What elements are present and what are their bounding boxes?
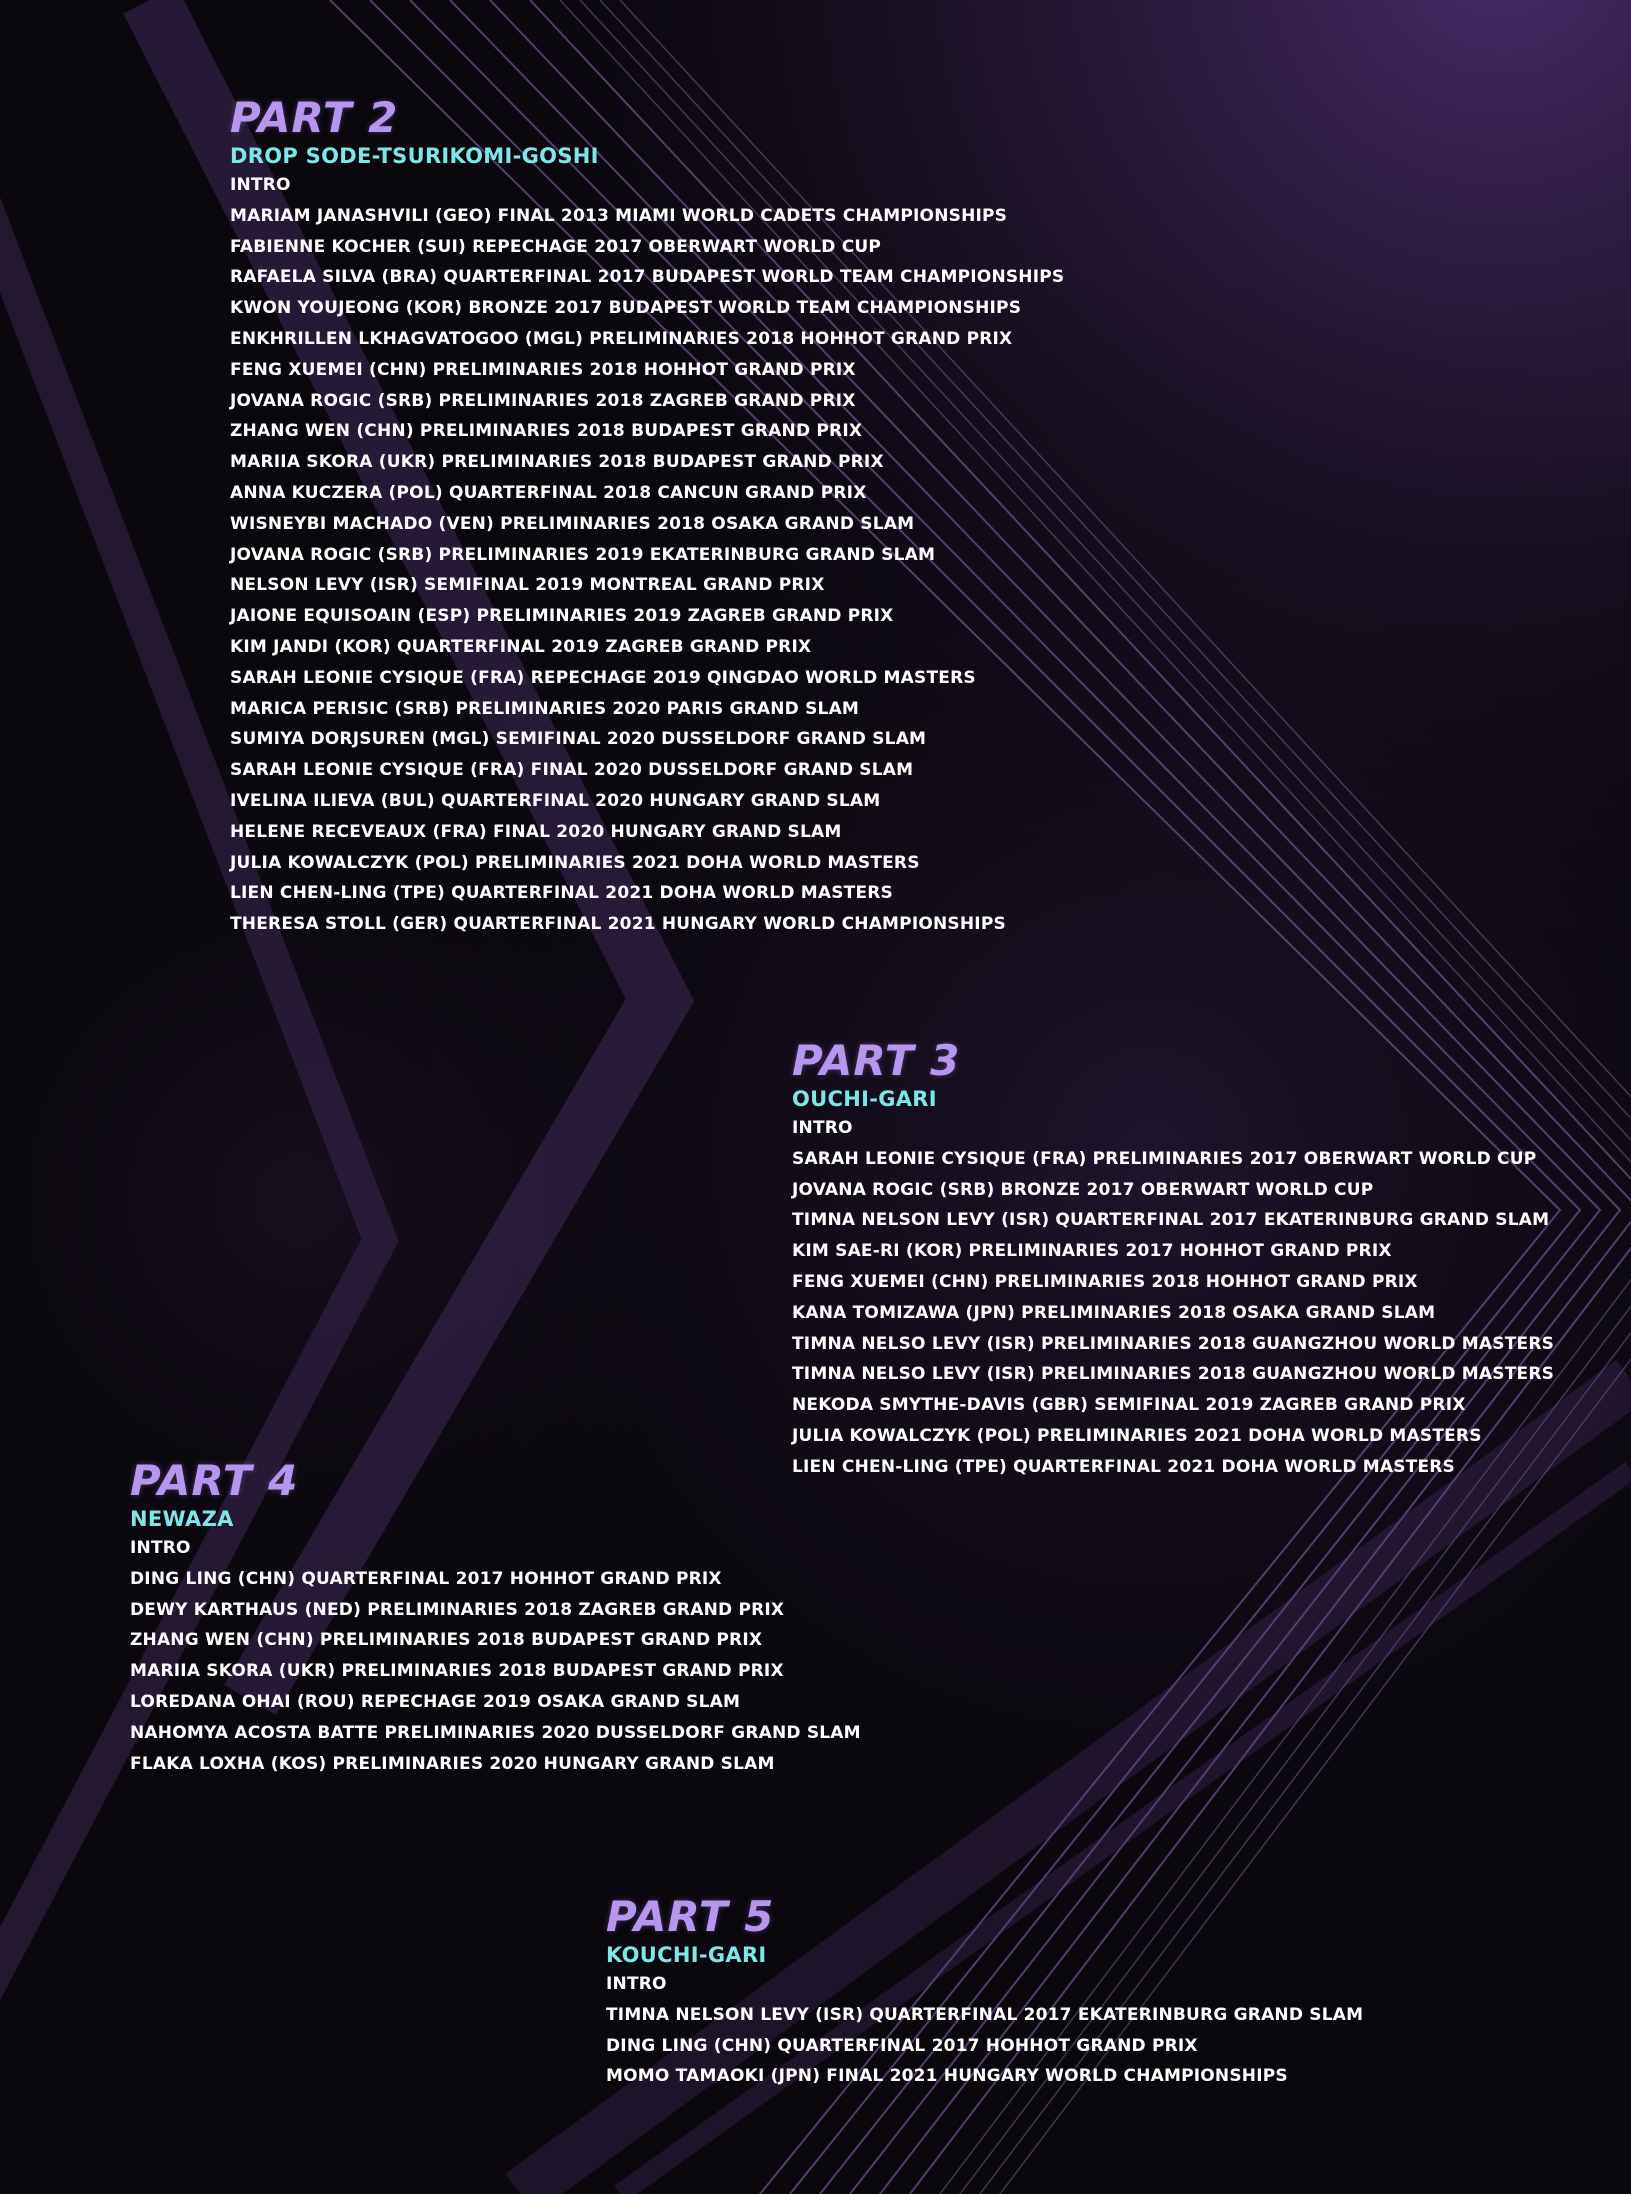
list-item: DEWY KARTHAUS (NED) PRELIMINARIES 2018 ZAGREB GRAND PRIX [130, 1599, 785, 1620]
list-item: KWON YOUJEONG (KOR) BRONZE 2017 BUDAPEST WORLD TEAM CHAMPIONSHIPS [230, 298, 1022, 319]
list-item: LIEN CHEN-LING (TPE) QUARTERFINAL 2021 DOHA WORLD MASTERS [230, 883, 894, 904]
list-item: SARAH LEONIE CYSIQUE (FRA) PRELIMINARIES 2017 OBERWART WORLD CUP [792, 1148, 1537, 1169]
list-item: INTRO [792, 1118, 853, 1138]
part-title: PART 5 [606, 1892, 775, 1941]
list-item: NAHOMYA ACOSTA BATTE PRELIMINARIES 2020 DUSSELDORF GRAND SLAM [130, 1722, 861, 1743]
list-item: JOVANA ROGIC (SRB) PRELIMINARIES 2018 ZAGREB GRAND PRIX [230, 390, 856, 411]
list-item: JOVANA ROGIC (SRB) BRONZE 2017 OBERWART WORLD CUP [792, 1179, 1374, 1200]
list-item: KANA TOMIZAWA (JPN) PRELIMINARIES 2018 OSAKA GRAND SLAM [792, 1302, 1436, 1323]
list-item: JAIONE EQUISOAIN (ESP) PRELIMINARIES 2019 ZAGREB GRAND PRIX [230, 606, 894, 627]
section-part-2 [230, 93, 1065, 940]
list-item: TIMNA NELSO LEVY (ISR) PRELIMINARIES 2018 GUANGZHOU WORLD MASTERS [792, 1364, 1555, 1385]
video-list [130, 1533, 861, 1779]
section-part-4 [130, 1456, 861, 1779]
list-item: INTRO [230, 175, 291, 195]
list-item: LOREDANA OHAI (ROU) REPECHAGE 2019 OSAKA GRAND SLAM [130, 1691, 741, 1712]
video-list [230, 170, 1064, 940]
list-item: NELSON LEVY (ISR) SEMIFINAL 2019 MONTREAL GRAND PRIX [230, 575, 825, 596]
section-part-5 [606, 1892, 1364, 2092]
list-item: KIM SAE-RI (KOR) PRELIMINARIES 2017 HOHHOT GRAND PRIX [792, 1241, 1392, 1262]
list-item: TIMNA NELSON LEVY (ISR) QUARTERFINAL 2017 EKATERINBURG GRAND SLAM [792, 1210, 1550, 1231]
technique-title: DROP SODE-TSURIKOMI-GOSHI [230, 144, 599, 168]
list-item: SUMIYA DORJSUREN (MGL) SEMIFINAL 2020 DUSSELDORF GRAND SLAM [230, 729, 927, 750]
list-item: THERESA STOLL (GER) QUARTERFINAL 2021 HUNGARY WORLD CHAMPIONSHIPS [230, 914, 1006, 935]
list-item: FABIENNE KOCHER (SUI) REPECHAGE 2017 OBERWART WORLD CUP [230, 236, 882, 257]
technique-title: OUCHI-GARI [792, 1087, 937, 1111]
list-item: SARAH LEONIE CYSIQUE (FRA) FINAL 2020 DUSSELDORF GRAND SLAM [230, 760, 914, 781]
list-item: ANNA KUCZERA (POL) QUARTERFINAL 2018 CANCUN GRAND PRIX [230, 482, 867, 503]
list-item: JULIA KOWALCZYK (POL) PRELIMINARIES 2021 DOHA WORLD MASTERS [792, 1425, 1482, 1446]
list-item: MARIIA SKORA (UKR) PRELIMINARIES 2018 BUDAPEST GRAND PRIX [230, 452, 884, 473]
list-item: DING LING (CHN) QUARTERFINAL 2017 HOHHOT GRAND PRIX [606, 2035, 1198, 2056]
list-item: JOVANA ROGIC (SRB) PRELIMINARIES 2019 EKATERINBURG GRAND SLAM [230, 544, 936, 565]
list-item: INTRO [130, 1538, 191, 1558]
part-title: PART 3 [792, 1036, 961, 1085]
list-item: FENG XUEMEI (CHN) PRELIMINARIES 2018 HOHHOT GRAND PRIX [792, 1271, 1418, 1292]
list-item: ZHANG WEN (CHN) PRELIMINARIES 2018 BUDAPEST GRAND PRIX [230, 421, 863, 442]
technique-title: KOUCHI-GARI [606, 1943, 767, 1967]
list-item: KIM JANDI (KOR) QUARTERFINAL 2019 ZAGREB GRAND PRIX [230, 636, 812, 657]
list-item: IVELINA ILIEVA (BUL) QUARTERFINAL 2020 HUNGARY GRAND SLAM [230, 790, 881, 811]
list-item: MARIIA SKORA (UKR) PRELIMINARIES 2018 BUDAPEST GRAND PRIX [130, 1661, 784, 1682]
part-title: PART 2 [230, 93, 399, 142]
section-part-3 [792, 1036, 1555, 1483]
list-item: ZHANG WEN (CHN) PRELIMINARIES 2018 BUDAPEST GRAND PRIX [130, 1630, 763, 1651]
list-item: INTRO [606, 1974, 667, 1994]
part-title: PART 4 [130, 1456, 299, 1505]
list-item: FENG XUEMEI (CHN) PRELIMINARIES 2018 HOHHOT GRAND PRIX [230, 359, 856, 380]
video-list [606, 1969, 1363, 2092]
list-item: TIMNA NELSO LEVY (ISR) PRELIMINARIES 2018 GUANGZHOU WORLD MASTERS [792, 1333, 1555, 1354]
video-list [792, 1113, 1554, 1483]
list-item: MARICA PERISIC (SRB) PRELIMINARIES 2020 PARIS GRAND SLAM [230, 698, 860, 719]
list-item: TIMNA NELSON LEVY (ISR) QUARTERFINAL 2017 EKATERINBURG GRAND SLAM [606, 2004, 1364, 2025]
list-item: HELENE RECEVEAUX (FRA) FINAL 2020 HUNGARY GRAND SLAM [230, 821, 842, 842]
list-item: FLAKA LOXHA (KOS) PRELIMINARIES 2020 HUNGARY GRAND SLAM [130, 1753, 775, 1774]
list-item: RAFAELA SILVA (BRA) QUARTERFINAL 2017 BUDAPEST WORLD TEAM CHAMPIONSHIPS [230, 267, 1065, 288]
list-item: MOMO TAMAOKI (JPN) FINAL 2021 HUNGARY WORLD CHAMPIONSHIPS [606, 2066, 1288, 2087]
list-item: DING LING (CHN) QUARTERFINAL 2017 HOHHOT GRAND PRIX [130, 1568, 722, 1589]
list-item: WISNEYBI MACHADO (VEN) PRELIMINARIES 2018 OSAKA GRAND SLAM [230, 513, 915, 534]
list-item: ENKHRILLEN LKHAGVATOGOO (MGL) PRELIMINARIES 2018 HOHHOT GRAND PRIX [230, 328, 1013, 349]
technique-title: NEWAZA [130, 1507, 234, 1531]
list-item: MARIAM JANASHVILI (GEO) FINAL 2013 MIAMI WORLD CADETS CHAMPIONSHIPS [230, 205, 1008, 226]
list-item: LIEN CHEN-LING (TPE) QUARTERFINAL 2021 DOHA WORLD MASTERS [792, 1456, 1456, 1477]
list-item: SARAH LEONIE CYSIQUE (FRA) REPECHAGE 2019 QINGDAO WORLD MASTERS [230, 667, 976, 688]
list-item: NEKODA SMYTHE-DAVIS (GBR) SEMIFINAL 2019 ZAGREB GRAND PRIX [792, 1395, 1466, 1416]
list-item: JULIA KOWALCZYK (POL) PRELIMINARIES 2021 DOHA WORLD MASTERS [230, 852, 920, 873]
